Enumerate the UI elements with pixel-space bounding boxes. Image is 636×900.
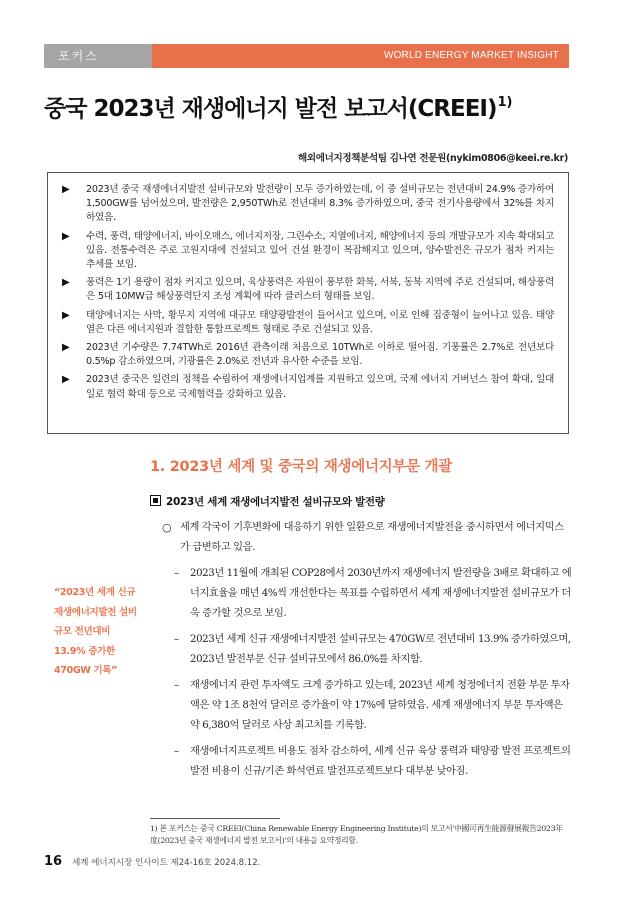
page-title: [44, 90, 512, 123]
summary-text: 수력, 풍력, 태양에너지, 바이오매스, 에너지저장, 그린수소, 지열에너지, 해양에너지 등의 개발규모가 지속 확대되고 있음. 전통수력은 주로 고원지대에 건설되고 있어 건설 환경이 복잡해지고 있으며, 양수발전은 규모가 점차 커지는 추세를 보임.: [86, 230, 554, 271]
dash-item-text: 2023년 11월에 개최된 COP28에서 2030년까지 재생에너지 발전량을 3배로 확대하고 에너지효율을 매년 4%씩 개선한다는 목표를 수립하면서 세계 재생에너지발전 설비규모가 더욱 증가할 것으로 보임.: [190, 568, 572, 619]
subsection-heading-text: 2023년 세계 재생에너지발전 설비규모와 발전량: [166, 496, 385, 508]
triangle-bullet-icon: ▶: [62, 309, 70, 321]
page-number: 16: [44, 854, 63, 869]
pull-quote: “2023년 세계 신규 재생에너지발전 설비규모 전년대비 13.9% 증가한 470GW 기록”: [54, 587, 137, 676]
summary-box: [47, 172, 569, 434]
dash-item: [162, 564, 572, 624]
dash-item-text: 2023년 세계 신규 재생에너지발전 설비규모는 470GW로 전년대비 13.9% 증가하였으며, 2023년 발전부문 신규 설비규모에서 86.0%를 차지함.: [190, 634, 571, 665]
triangle-bullet-icon: ▶: [62, 184, 70, 195]
triangle-bullet-icon: ▶: [62, 277, 70, 289]
circle-bullet-icon: ○: [162, 521, 172, 534]
summary-text: 2023년 중국은 일련의 정책을 수립하여 재생에너지업계를 지원하고 있으며, 국제 에너지 거버넌스 참여 확대, 일대일로 협력 확대 등으로 국제협력을 강화하고 있음.: [86, 374, 554, 400]
brand-banner: WORLD ENERGY MARKET INSIGHT: [152, 44, 569, 68]
triangle-bullet-icon: ▶: [62, 342, 70, 354]
subsection-heading: [150, 494, 385, 509]
summary-item: [62, 183, 554, 226]
publication-info: 세계 에너지시장 인사이트 제24-16호 2024.8.12.: [72, 858, 261, 868]
footnote: 1) 본 포커스는 중국 CREEI(China Renewable Energy Engineering Institute)의 보고서'中國可再生能源發展報告2023年度(2023년 중국 재생에너지 발전 보고서)'의 내용을 요약정리함.: [150, 824, 563, 845]
triangle-bullet-icon: ▶: [62, 374, 70, 386]
dash-bullet-icon: –: [174, 568, 179, 579]
section-tab: 포커스: [44, 44, 152, 68]
summary-text: 태양에너지는 사막, 황무지 지역에 대규모 태양광발전이 들어서고 있으며, 이로 인해 집중형이 늘어나고 있음. 태양열은 다른 에너지원과 결합한 통합프로젝트 형태로 주로 건설되고 있음.: [86, 309, 554, 335]
filled-square-icon: [150, 495, 161, 506]
triangle-bullet-icon: ▶: [62, 230, 70, 242]
summary-item: [62, 276, 554, 304]
section-heading: 1. 2023년 세계 및 중국의 재생에너지부문 개괄: [150, 459, 452, 475]
dash-item: [162, 676, 572, 736]
main-paragraph-text: 세계 각국이 기후변화에 대응하기 위한 일환으로 재생에너지발전을 중시하면서 에너지믹스가 급변하고 있음.: [180, 522, 564, 553]
dash-bullet-icon: –: [174, 746, 179, 757]
dash-item: [162, 630, 572, 670]
dash-item-text: 재생에너지 관련 투자액도 크게 증가하고 있는데, 2023년 세계 청정에너지 전환 부문 투자액은 약 1조 8천억 달러로 증가율이 약 17%에 달하였음. 세계 재생에너지 부문 투자액은 약 6,380억 달러로 사상 최고치를 기록함.: [190, 680, 570, 731]
summary-item: [62, 309, 554, 337]
dash-bullet-icon: –: [174, 634, 179, 645]
summary-text: 2023년 기수량은 7.74TWh로 2016년 관측이래 처음으로 10TWh로 이하로 떨어짐. 기풍률은 2.7%로 전년보다 0.5%p 감소하였으며, 기광률은 2.0%로 전년과 유사한 수준을 보임.: [86, 342, 554, 368]
author-line: 해외에너지정책분석팀 김나연 전문원(nykim0806@keei.re.kr): [297, 153, 568, 164]
title-footnote-ref[interactable]: 1): [497, 95, 513, 110]
footnote-divider: [150, 818, 280, 819]
dash-item: [162, 742, 572, 782]
page-footer: [44, 850, 260, 869]
summary-item: [62, 230, 554, 273]
summary-text: 2023년 중국 재생에너지발전 설비규모와 발전량이 모두 증가하였는데, 이 중 설비규모는 전년대비 24.9% 증가하여 1,500GW를 넘어섰으며, 발전량은 2,950TWh로 전년대비 8.3% 증가하였으며, 중국 전기사용량에서 32%를 차지하였음.: [86, 184, 554, 224]
body-text: [162, 518, 572, 782]
main-paragraph: [162, 518, 572, 558]
summary-text: 풍력은 1기 용량이 점차 커지고 있으며, 육상풍력은 자원이 풍부한 화북, 서북, 동북 지역에 주로 건설되며, 해상풍력은 5대 10MW급 해상풍력단지 조성 계획에 따라 클러스터 형태를 보임.: [86, 277, 554, 303]
summary-item: [62, 373, 554, 401]
dash-bullet-icon: –: [174, 680, 179, 691]
dash-item-text: 재생에너지프로젝트 비용도 점차 감소하여, 세계 신규 육상 풍력과 태양광 발전 프로젝트의 발전 비용이 신규/기존 화석연료 발전프로젝트보다 대부분 낮아짐.: [190, 746, 571, 777]
summary-item: [62, 341, 554, 369]
title-text: 중국 2023년 재생에너지 발전 보고서(CREEI): [44, 96, 497, 122]
